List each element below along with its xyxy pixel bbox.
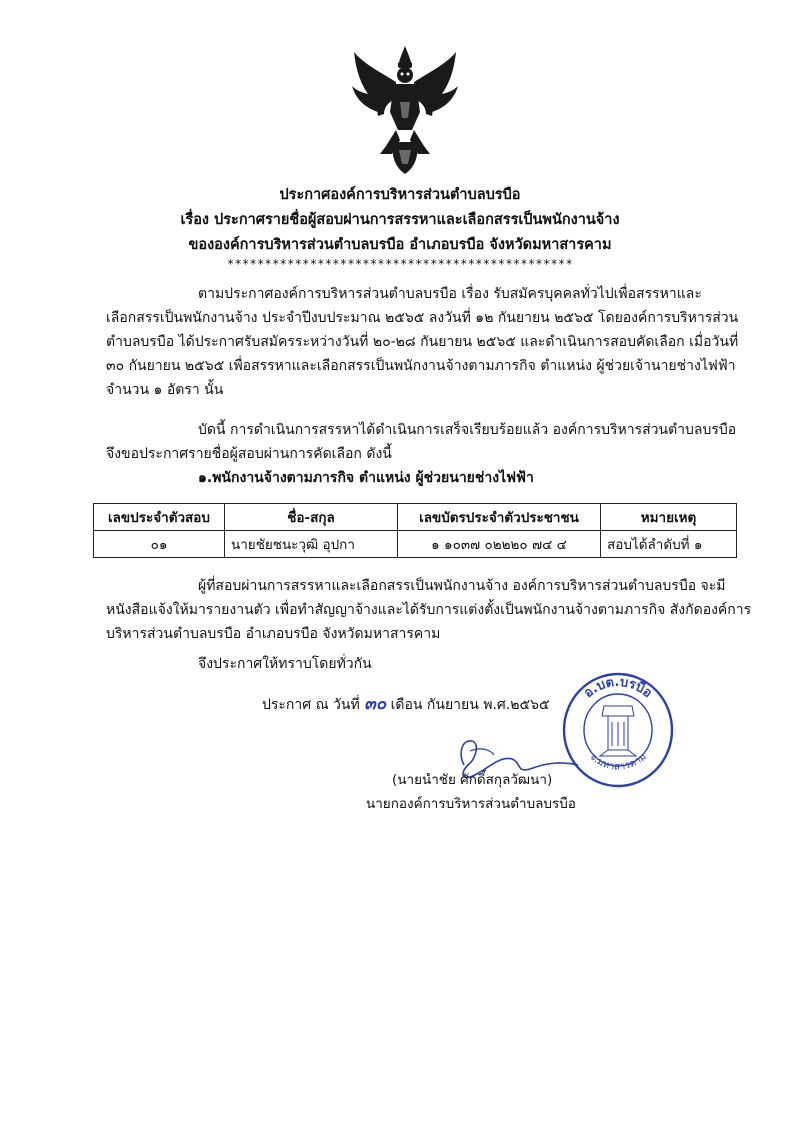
para1-line: เลือกสรรเป็นพนักงานจ้าง ประจำปีงบประมาณ ๒๕๖๕ ลงวันที่ ๑๒ กันยายน ๒๕๖๕ โดยองค์การบริหารส่วน <box>106 310 739 326</box>
table-row <box>94 531 737 558</box>
header-title: ประกาศองค์การบริหารส่วนตำบลบรบือ <box>279 187 521 203</box>
para3-line: บริหารส่วนตำบลบรบือ อำเภอบรบือ จังหวัดมหาสารคาม <box>106 626 441 642</box>
seal-top-text: อ.บต.บรบือ <box>581 674 655 702</box>
seal-bottom-text: จ.มหาสารคาม <box>587 751 649 773</box>
table-header-row <box>94 504 737 531</box>
header-subject: เรื่อง ประกาศรายชื่อผู้สอบผ่านการสรรหาและเลือกสรรเป็นพนักงานจ้าง <box>180 212 620 228</box>
results-table <box>93 503 737 558</box>
col-header-name: ชื่อ-สกุล <box>225 504 398 531</box>
dateline <box>262 692 550 717</box>
section-heading: ๑.พนักงานจ้างตามภารกิจ ตำแหน่ง ผู้ช่วยนายช่างไฟฟ้า <box>198 470 534 486</box>
cell-exam-id: ๐๑ <box>94 531 225 558</box>
para3-line: หนังสือแจ้งให้มารายงานตัว เพื่อทำสัญญาจ้างและได้รับการแต่งตั้งเป็นพนักงานจ้างตามภารกิจ สังกัดองค์การ <box>106 602 752 618</box>
svg-text:อ.บต.บรบือ <box>581 675 654 701</box>
cell-name: นายชัยชนะวุฒิ อุปกา <box>225 531 398 558</box>
header-organization: ขององค์การบริหารส่วนตำบลบรบือ อำเภอบรบือ จังหวัดมหาสารคาม <box>188 237 612 253</box>
para2-line: จึงขอประกาศรายชื่อผู้สอบผ่านการคัดเลือก ดังนี้ <box>106 446 392 462</box>
announcement: จึงประกาศให้ทราบโดยทั่วกัน <box>198 656 372 672</box>
signatory-name: (นายนำชัย ศักดิ์สกุลวัฒนา) <box>392 772 553 788</box>
col-header-remark: หมายเหตุ <box>601 504 737 531</box>
col-header-exam-id: เลขประจำตัวสอบ <box>94 504 225 531</box>
para1-line: ตำบลบรบือ ได้ประกาศรับสมัครระหว่างวันที่ ๒๐-๒๘ กันยายน ๒๕๖๕ และดำเนินการสอบคัดเลือก เมื่อวันที่ <box>106 334 739 350</box>
para2-line: บัดนี้ การดำเนินการสรรหาได้ดำเนินการเสร็จเรียบร้อยแล้ว องค์การบริหารส่วนตำบลบรบือ <box>198 422 737 438</box>
header-divider: ********************************************** <box>226 257 574 271</box>
para3-line: ผู้ที่สอบผ่านการสรรหาและเลือกสรรเป็นพนักงานจ้าง องค์การบริหารส่วนตำบลบรบือ จะมี <box>198 578 726 594</box>
cell-remark: สอบได้ลำดับที่ ๑ <box>601 531 737 558</box>
dateline-day: ๓๐ <box>364 694 387 714</box>
signatory-title: นายกองค์การบริหารส่วนตำบลบรบือ <box>366 796 576 812</box>
para1-line: ตามประกาศองค์การบริหารส่วนตำบลบรบือ เรื่อง รับสมัครบุคคลทั่วไปเพื่อสรรหาและ <box>198 286 702 302</box>
cell-citizen-id: ๑ ๑๐๓๗ ๐๒๒๒๐ ๗๔ ๔ <box>398 531 601 558</box>
col-header-citizen-id: เลขบัตรประจำตัวประชาชน <box>398 504 601 531</box>
dateline-prefix: ประกาศ ณ วันที่ <box>262 697 360 713</box>
para1-line: จำนวน ๑ อัตรา นั้น <box>106 382 224 398</box>
dateline-suffix: เดือน กันยายน พ.ศ.๒๕๖๕ <box>390 697 550 713</box>
garuda-emblem <box>350 42 460 177</box>
para1-line: ๓๐ กันยายน ๒๕๖๕ เพื่อสรรหาและเลือกสรรเป็นพนักงานจ้างตามภารกิจ ตำแหน่ง ผู้ช่วยเจ้านายช่างไฟฟ้า <box>106 358 736 374</box>
